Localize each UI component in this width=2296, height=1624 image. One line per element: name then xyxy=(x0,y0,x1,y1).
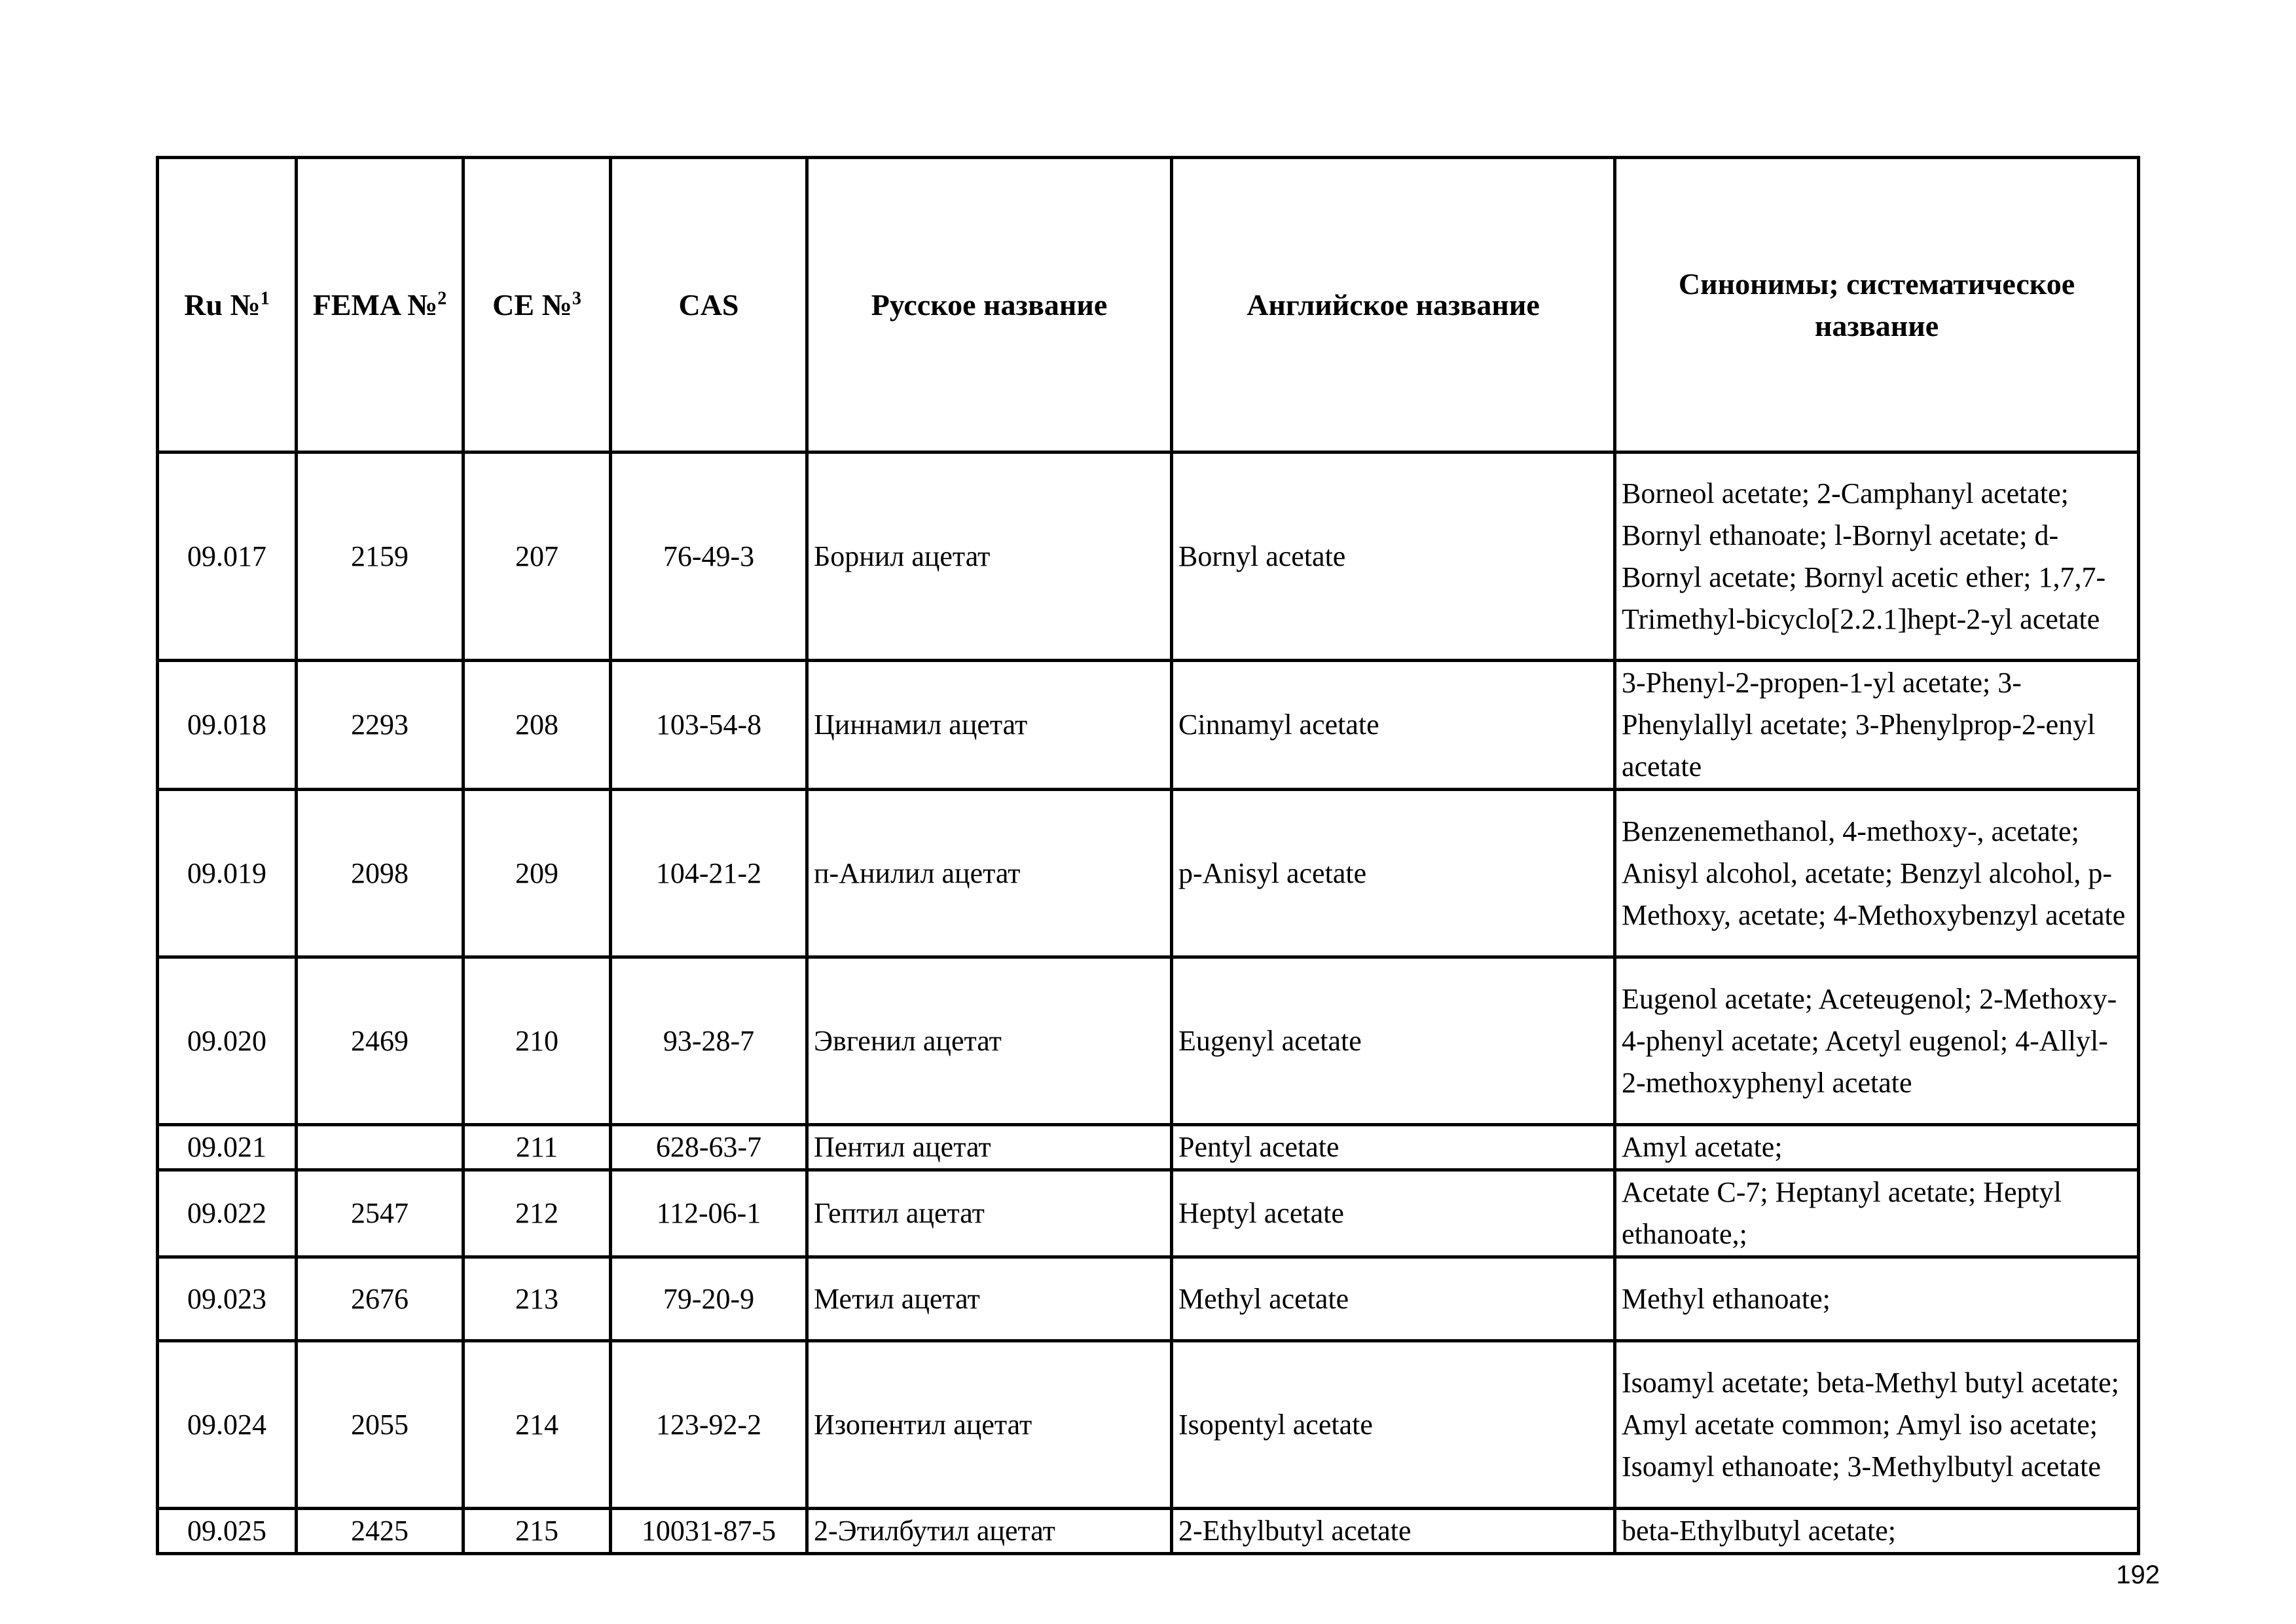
cell-ru: 09.024 xyxy=(158,1341,297,1509)
cell-ru: 09.020 xyxy=(158,957,297,1125)
cell-ce: 214 xyxy=(464,1341,611,1509)
cell-cas: 10031-87-5 xyxy=(611,1509,807,1554)
cell-fema: 2676 xyxy=(297,1257,464,1341)
cell-ru: 09.017 xyxy=(158,452,297,661)
cell-ce: 208 xyxy=(464,661,611,790)
header-ce-no: CE №$^3$ xyxy=(464,158,611,452)
cell-synonyms: Isoamyl acetate; beta-Methyl butyl acetate; Amyl acetate common; Amyl iso acetate; Isoamyl ethanoate; 3-Methylbutyl acetate xyxy=(1615,1341,2139,1509)
cell-synonyms: Eugenol acetate; Aceteugenol; 2-Methoxy-4-phenyl acetate; Acetyl eugenol; 4-Allyl-2-methoxyphenyl acetate xyxy=(1615,957,2139,1125)
cell-cas: 76-49-3 xyxy=(611,452,807,661)
cell-cas: 103-54-8 xyxy=(611,661,807,790)
header-row xyxy=(158,158,2139,452)
cell-cas: 628-63-7 xyxy=(611,1125,807,1170)
cell-russian: Гептил ацетат xyxy=(807,1170,1172,1257)
cell-fema: 2425 xyxy=(297,1509,464,1554)
header-russian-name: Русское название xyxy=(807,158,1172,452)
cell-ru: 09.023 xyxy=(158,1257,297,1341)
cell-ru: 09.018 xyxy=(158,661,297,790)
page-number: 192 xyxy=(2116,1560,2160,1589)
cell-english: Isopentyl acetate xyxy=(1172,1341,1615,1509)
cell-russian: Эвгенил ацетат xyxy=(807,957,1172,1125)
cell-ru: 09.021 xyxy=(158,1125,297,1170)
cell-english: Methyl acetate xyxy=(1172,1257,1615,1341)
cell-fema xyxy=(297,1125,464,1170)
table-row xyxy=(158,1170,2139,1257)
cell-synonyms: Methyl ethanoate; xyxy=(1615,1257,2139,1341)
cell-cas: 112-06-1 xyxy=(611,1170,807,1257)
cell-ce: 212 xyxy=(464,1170,611,1257)
cell-ce: 213 xyxy=(464,1257,611,1341)
cell-russian: Пентил ацетат xyxy=(807,1125,1172,1170)
cell-russian: Изопентил ацетат xyxy=(807,1341,1172,1509)
cell-english: 2-Ethylbutyl acetate xyxy=(1172,1509,1615,1554)
cell-russian: Метил ацетат xyxy=(807,1257,1172,1341)
header-ru-no: Ru №$^1$ xyxy=(158,158,297,452)
cell-fema: 2159 xyxy=(297,452,464,661)
cell-fema: 2098 xyxy=(297,790,464,957)
cell-english: Pentyl acetate xyxy=(1172,1125,1615,1170)
cell-synonyms: Amyl acetate; xyxy=(1615,1125,2139,1170)
cell-ce: 210 xyxy=(464,957,611,1125)
cell-russian: Циннамил ацетат xyxy=(807,661,1172,790)
cell-ce: 209 xyxy=(464,790,611,957)
cell-synonyms: 3-Phenyl-2-propen-1-yl acetate; 3-Phenylallyl acetate; 3-Phenylprop-2-enyl acetate xyxy=(1615,661,2139,790)
cell-russian: п-Анилил ацетат xyxy=(807,790,1172,957)
table-row xyxy=(158,1125,2139,1170)
cell-synonyms: beta-Ethylbutyl acetate; xyxy=(1615,1509,2139,1554)
cell-fema: 2293 xyxy=(297,661,464,790)
table-row xyxy=(158,1341,2139,1509)
cell-english: Eugenyl acetate xyxy=(1172,957,1615,1125)
cell-ru: 09.019 xyxy=(158,790,297,957)
cell-fema: 2547 xyxy=(297,1170,464,1257)
cell-english: Heptyl acetate xyxy=(1172,1170,1615,1257)
cell-ru: 09.022 xyxy=(158,1170,297,1257)
cell-ce: 207 xyxy=(464,452,611,661)
flavor-table xyxy=(156,156,2140,1555)
cell-ce: 211 xyxy=(464,1125,611,1170)
table-row xyxy=(158,957,2139,1125)
table-row xyxy=(158,1257,2139,1341)
cell-synonyms: Borneol acetate; 2-Camphanyl acetate; Bornyl ethanoate; l-Bornyl acetate; d-Bornyl acetate; Bornyl acetic ether; 1,7,7-Trimethyl-bicyclo[2.2.1]hept-2-yl acetate xyxy=(1615,452,2139,661)
cell-fema: 2469 xyxy=(297,957,464,1125)
table-row xyxy=(158,452,2139,661)
cell-cas: 79-20-9 xyxy=(611,1257,807,1341)
cell-cas: 93-28-7 xyxy=(611,957,807,1125)
cell-ru: 09.025 xyxy=(158,1509,297,1554)
cell-cas: 123-92-2 xyxy=(611,1341,807,1509)
cell-fema: 2055 xyxy=(297,1341,464,1509)
cell-synonyms: Benzenemethanol, 4-methoxy-, acetate; Anisyl alcohol, acetate; Benzyl alcohol, p-Methoxy, acetate; 4-Methoxybenzyl acetate xyxy=(1615,790,2139,957)
header-english-name: Английское название xyxy=(1172,158,1615,452)
table-row xyxy=(158,790,2139,957)
header-cas: CAS xyxy=(611,158,807,452)
cell-ce: 215 xyxy=(464,1509,611,1554)
cell-cas: 104-21-2 xyxy=(611,790,807,957)
cell-russian: Борнил ацетат xyxy=(807,452,1172,661)
table-row xyxy=(158,661,2139,790)
cell-english: Cinnamyl acetate xyxy=(1172,661,1615,790)
cell-english: p-Anisyl acetate xyxy=(1172,790,1615,957)
header-fema-no: FEMA №$^2$ xyxy=(297,158,464,452)
cell-english: Bornyl acetate xyxy=(1172,452,1615,661)
table-row xyxy=(158,1509,2139,1554)
cell-russian: 2-Этилбутил ацетат xyxy=(807,1509,1172,1554)
header-synonyms: Синонимы; систематическое название xyxy=(1615,158,2139,452)
cell-synonyms: Acetate C-7; Heptanyl acetate; Heptyl ethanoate,; xyxy=(1615,1170,2139,1257)
